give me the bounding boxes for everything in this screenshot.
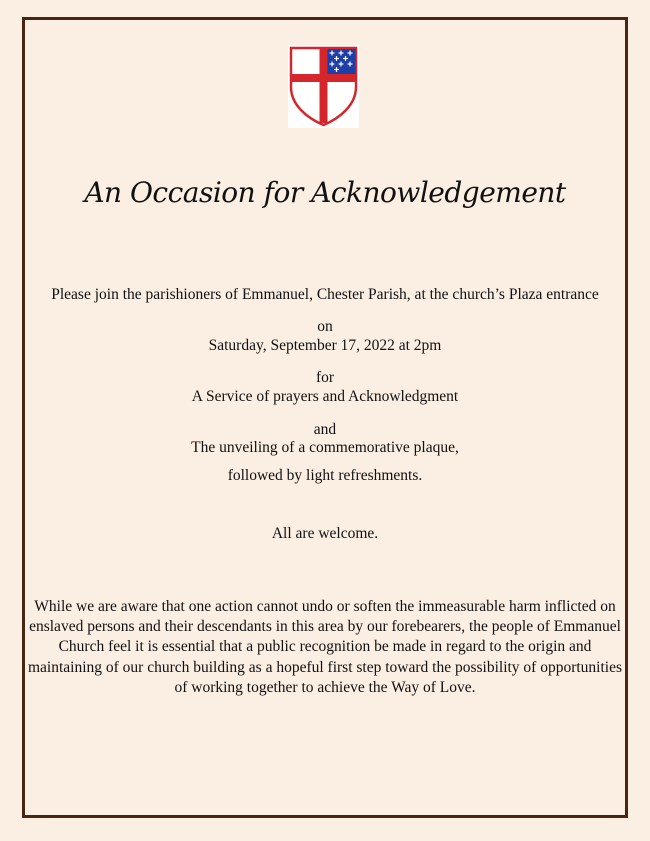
on-label: on — [317, 318, 333, 335]
refreshments-note: followed by light refreshments. — [227, 467, 423, 484]
acknowledgement-statement: While we are aware that one action cannot undo or soften the immeasurable harm inflicted on enslaved persons and their descendants in this area by our forebearers, the people of Emmanuel Church feel it is essential that a public recognition be made in regard to the origin and maintaining of our church building as a hopeful first step toward the possibility of opportunities of working together to achieve the Way of Love. — [27, 598, 623, 696]
unveiling-description: The unveiling of a commemorative plaque, — [191, 439, 459, 456]
episcopal-shield-icon — [288, 45, 359, 128]
and-label: and — [313, 421, 337, 438]
for-label: for — [315, 369, 335, 386]
invitation-intro: Please join the parishioners of Emmanuel, Chester Parish, at the church’s Plaza entrance — [51, 286, 599, 303]
event-date: Saturday, September 17, 2022 at 2pm — [208, 337, 442, 354]
page-title: An Occasion for Acknowledgement — [84, 176, 566, 209]
welcome-note: All are welcome. — [271, 525, 379, 542]
service-description: A Service of prayers and Acknowledgment — [191, 388, 459, 405]
